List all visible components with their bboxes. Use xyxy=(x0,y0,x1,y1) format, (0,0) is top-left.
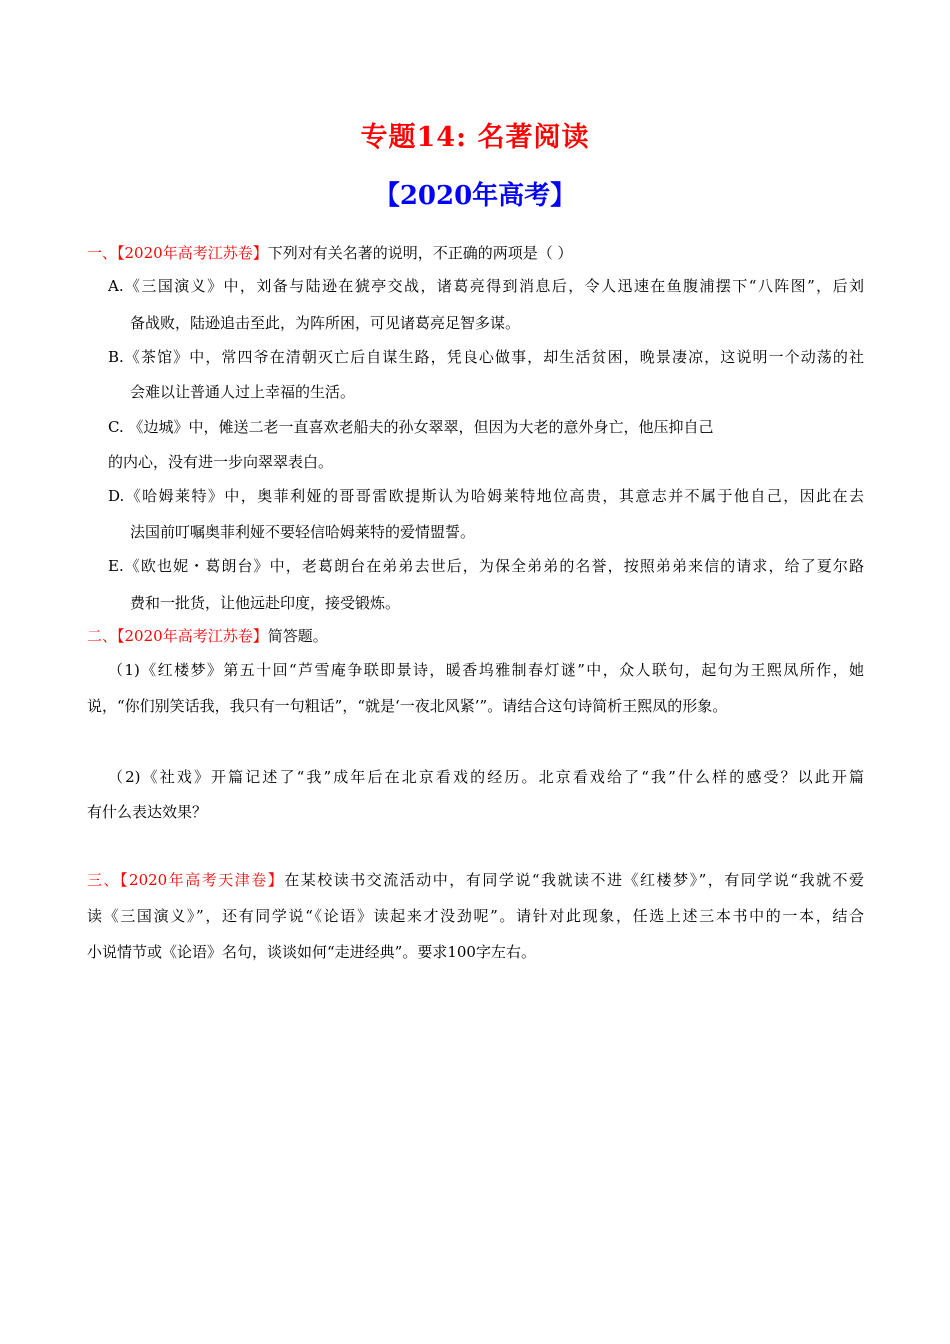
question-3-line2: 读《三国演义》”，还有同学说“《论语》读起来才没劲呢”。请针对此现象，任选上述三本书中的一本，结合 xyxy=(87,907,864,925)
question-3-number: 三、 xyxy=(87,871,121,889)
option-a-line1: A.《三国演义》中，刘备与陆逊在猇亭交战，诸葛亮得到消息后，令人迅速在鱼腹浦摆下“八阵图”，后刘 xyxy=(108,277,864,295)
option-e-line1: E.《欧也妮・葛朗台》中，老葛朗台在弟弟去世后，为保全弟弟的名誉，按照弟弟来信的请求，给了夏尔路 xyxy=(108,557,864,575)
question-1-source: 【2020年高考江苏卷】 xyxy=(117,244,268,262)
question-2-stem xyxy=(87,625,328,647)
question-3-text: 在某校读书交流活动中，有同学说“我就读不进《红楼梦》”，有同学说“我就不爱 xyxy=(284,871,864,889)
option-d-line2: 法国前叮嘱奥菲利娅不要轻信哈姆莱特的爱情盟誓。 xyxy=(130,523,476,541)
question-2-sub2-line1: （2)《社戏》开篇记述了“我”成年后在北京看戏的经历。北京看戏给了“我”什么样的感受？以此开篇 xyxy=(108,768,864,786)
option-d-line1: D.《哈姆莱特》中，奥菲利娅的哥哥雷欧提斯认为哈姆莱特地位高贵，其意志并不属于他自己，因此在去 xyxy=(108,487,864,505)
question-1-stem xyxy=(87,242,572,264)
option-c-line2: 的内心，没有进一步向翠翠表白。 xyxy=(108,453,334,471)
question-2-number: 二、 xyxy=(87,627,118,645)
question-1-text: 下列对有关名著的说明，不正确的两项是（ ） xyxy=(267,244,573,262)
option-a-line2: 备战败，陆逊追击至此，为阵所困，可见诸葛亮足智多谋。 xyxy=(130,314,521,332)
option-b-line1: B.《茶馆》中，常四爷在清朝灭亡后自谋生路，凭良心做事，却生活贫困，晚景凄凉，这说明一个动荡的社 xyxy=(108,348,864,366)
question-3-source: 【2020年高考天津卷】 xyxy=(120,871,285,889)
option-b-line2: 会难以让普通人过上幸福的生活。 xyxy=(130,383,356,401)
option-e-line2: 费和一批货，让他远赴印度，接受锻炼。 xyxy=(130,594,401,612)
question-3-line3: 小说情节或《论语》名句，谈谈如何“走进经典”。要求100字左右。 xyxy=(87,943,536,961)
page-title: 专题14: 名著阅读 xyxy=(360,122,590,153)
question-2-text: 简答题。 xyxy=(267,627,328,645)
question-2-source: 【2020年高考江苏卷】 xyxy=(117,627,268,645)
question-1-number: 一、 xyxy=(87,244,118,262)
option-c-line1: C. 《边城》中，傩送二老一直喜欢老船夫的孙女翠翠，但因为大老的意外身亡，他压抑自己 xyxy=(108,418,714,436)
question-2-sub2-line2: 有什么表达效果？ xyxy=(87,803,208,821)
page-subtitle: 【2020年高考】 xyxy=(373,181,577,211)
question-2-sub1-line1: （1)《红楼梦》第五十回“芦雪庵争联即景诗，暖香坞雅制春灯谜”中，众人联句，起句为王熙凤所作，她 xyxy=(108,661,864,679)
question-2-sub1-line2: 说，“你们别笑话我，我只有一句粗话”，“就是‘一夜北风紧’”。请结合这句诗简析王熙凤的形象。 xyxy=(87,697,728,715)
question-3-line1 xyxy=(87,869,864,891)
